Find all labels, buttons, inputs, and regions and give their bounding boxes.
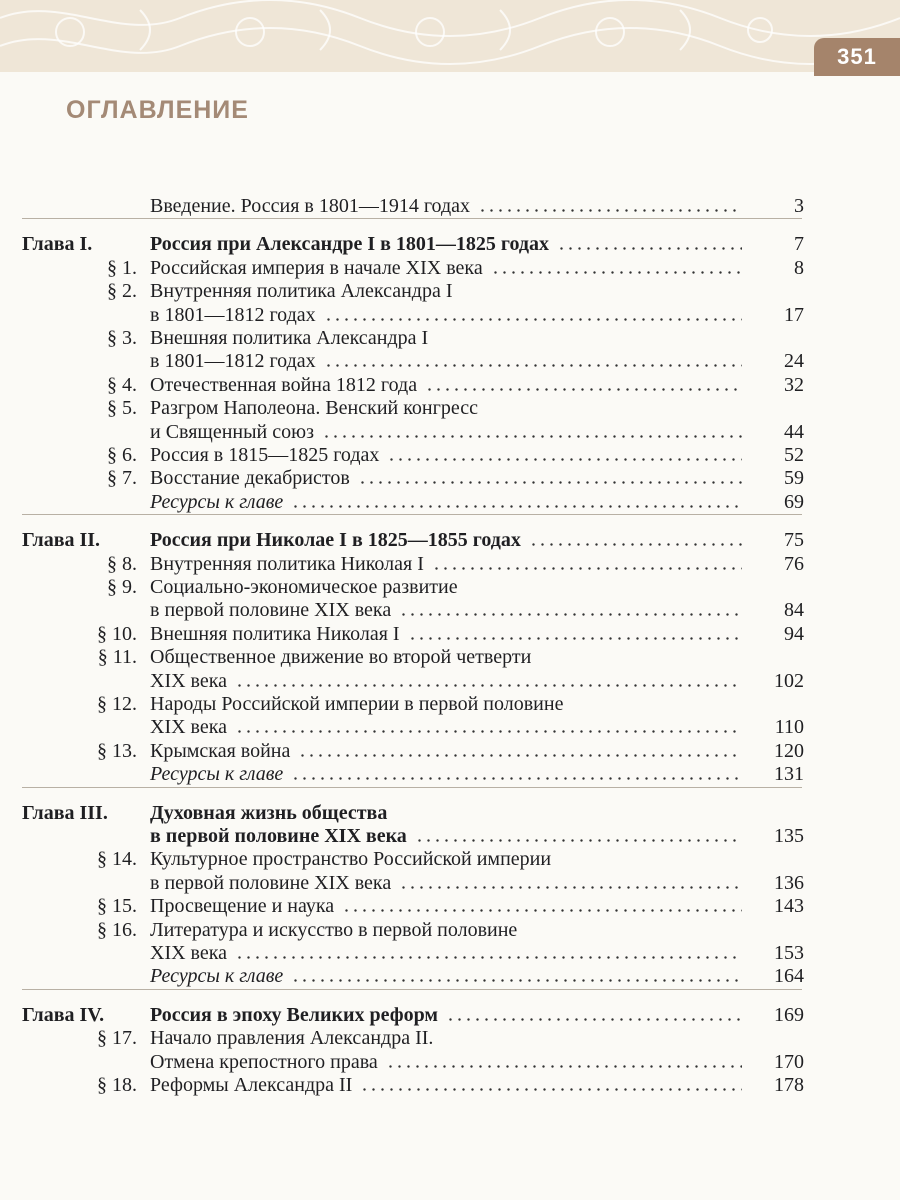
page-number: 76 — [784, 552, 804, 575]
page-number: 164 — [774, 965, 804, 988]
entry-title: Восстание декабристов — [150, 467, 350, 490]
entry-title: Отечественная война 1812 года — [150, 373, 418, 396]
section-number: § 8. — [107, 552, 137, 575]
entry-title: Ресурсы к главе — [150, 490, 284, 513]
section-number: § 9. — [107, 576, 137, 598]
dot-leader — [291, 505, 742, 508]
toc-chapter-row[interactable] — [0, 231, 900, 257]
chapter-divider — [22, 218, 802, 219]
chapter-divider — [22, 787, 802, 788]
page-number: 131 — [774, 763, 804, 786]
dot-leader — [235, 684, 742, 687]
section-number: § 4. — [107, 373, 137, 396]
toc-entry-row[interactable] — [0, 917, 900, 943]
page-number: 120 — [774, 739, 804, 762]
page-number: 24 — [784, 350, 804, 373]
entry-title: в первой половине XIX века — [150, 825, 407, 847]
dot-leader — [324, 364, 742, 367]
toc-entry-row[interactable] — [0, 372, 900, 398]
toc-entry-row[interactable] — [0, 395, 900, 421]
dot-leader — [399, 886, 742, 889]
entry-title: Просвещение и наука — [150, 895, 335, 918]
section-number: § 2. — [107, 280, 137, 303]
page-number: 32 — [784, 373, 804, 396]
dot-leader — [478, 209, 742, 212]
chapter-label: Глава I. — [22, 233, 93, 256]
toc-entry-row[interactable] — [0, 255, 900, 281]
entry-title: в 1801—1812 годах — [150, 303, 316, 326]
page-number: 153 — [774, 942, 804, 964]
page-number: 52 — [784, 444, 804, 466]
toc-entry-row[interactable] — [0, 738, 900, 764]
section-number: § 3. — [107, 327, 137, 349]
dot-leader — [358, 481, 742, 484]
entry-title: Народы Российской империи в первой половине — [150, 693, 564, 715]
entry-title: Социально-экономическое развитие — [150, 576, 458, 598]
dot-leader — [491, 271, 742, 274]
dot-leader — [387, 458, 742, 461]
page-number: 169 — [774, 1003, 804, 1026]
entry-title: Россия в эпоху Великих реформ — [150, 1003, 439, 1026]
toc-entry-row[interactable] — [0, 940, 900, 966]
entry-title: Разгром Наполеона. Венский конгресс — [150, 397, 478, 420]
dot-leader — [415, 839, 742, 842]
dot-leader — [557, 247, 742, 250]
entry-title: в 1801—1812 годах — [150, 350, 316, 373]
entry-title: Россия при Николае I в 1825—1855 годах — [150, 529, 521, 552]
page-number: 17 — [784, 303, 804, 326]
section-number: § 6. — [107, 444, 137, 466]
toc-entry-row[interactable] — [0, 691, 900, 717]
section-number: § 17. — [97, 1027, 137, 1050]
entry-title: XIX века — [150, 716, 228, 739]
toc-entry-row[interactable] — [0, 465, 900, 491]
entry-title: Внешняя политика Александра I — [150, 327, 429, 349]
toc-entry-row[interactable] — [0, 1025, 900, 1051]
toc-entry-row[interactable] — [0, 846, 900, 872]
dot-leader — [324, 318, 742, 321]
toc-entry-row[interactable] — [0, 193, 900, 219]
page-number: 136 — [774, 871, 804, 894]
dot-leader — [386, 1065, 742, 1068]
toc-entry-row[interactable] — [0, 574, 900, 600]
page-number-tab: 351 — [814, 38, 900, 76]
toc-entry-row[interactable] — [0, 278, 900, 304]
entry-title: Внутренняя политика Николая I — [150, 552, 424, 575]
toc-entry-row[interactable] — [0, 621, 900, 647]
toc-entry-row[interactable] — [0, 893, 900, 919]
entry-title: XIX века — [150, 942, 228, 964]
page-number: 3 — [794, 195, 804, 217]
toc-entry-row[interactable] — [0, 1049, 900, 1075]
entry-title: Реформы Александра II — [150, 1074, 353, 1096]
entry-title: Общественное движение во второй четверти — [150, 646, 532, 669]
dot-leader — [360, 1088, 742, 1091]
entry-title: Литература и искусство в первой половине — [150, 918, 518, 941]
page-number: 59 — [784, 467, 804, 490]
dot-leader — [399, 613, 742, 616]
dot-leader — [432, 567, 742, 570]
entry-title: Ресурсы к главе — [150, 763, 284, 786]
dot-leader — [291, 979, 742, 982]
page-number: 178 — [774, 1074, 804, 1096]
toc-entry-row[interactable] — [0, 302, 900, 328]
section-number: § 7. — [107, 467, 137, 490]
dot-leader — [298, 754, 742, 757]
dot-leader — [529, 543, 742, 546]
toc-entry-row[interactable] — [0, 963, 900, 989]
page-number: 7 — [794, 233, 804, 256]
entry-title: Духовная жизнь общества — [150, 801, 388, 824]
toc-entry-row[interactable] — [0, 1072, 900, 1098]
entry-title: в первой половине XIX века — [150, 599, 392, 622]
page-number: 102 — [774, 669, 804, 692]
toc-chapter-row[interactable] — [0, 823, 900, 849]
section-number: § 18. — [97, 1074, 137, 1096]
section-number: § 16. — [97, 918, 137, 941]
page-number: 170 — [774, 1050, 804, 1073]
entry-title: Крымская война — [150, 739, 291, 762]
toc-chapter-row[interactable] — [0, 800, 900, 826]
chapter-label: Глава IV. — [22, 1003, 105, 1026]
page-number: 84 — [784, 599, 804, 622]
entry-title: Россия при Александре I в 1801—1825 годах — [150, 233, 550, 256]
dot-leader — [446, 1018, 742, 1021]
toc-entry-row[interactable] — [0, 551, 900, 577]
page-number: 8 — [794, 256, 804, 279]
entry-title: Россия в 1815—1825 годах — [150, 444, 380, 466]
entry-title: Внешняя политика Николая I — [150, 622, 400, 645]
section-number: § 5. — [107, 397, 137, 420]
page-number: 135 — [774, 825, 804, 847]
section-number: § 12. — [97, 693, 137, 715]
entry-title: в первой половине XIX века — [150, 871, 392, 894]
chapter-label: Глава II. — [22, 529, 101, 552]
dot-leader — [235, 730, 742, 733]
entry-title: XIX века — [150, 669, 228, 692]
toc-entry-row[interactable] — [0, 714, 900, 740]
dot-leader — [342, 909, 742, 912]
page-number: 143 — [774, 895, 804, 918]
toc-title: ОГЛАВЛЕНИЕ — [66, 96, 249, 124]
page-number: 44 — [784, 420, 804, 443]
dot-leader — [322, 435, 742, 438]
page-number: 75 — [784, 529, 804, 552]
entry-title: и Священный союз — [150, 420, 314, 443]
section-number: § 10. — [97, 622, 137, 645]
page-number: 69 — [784, 490, 804, 513]
entry-title: Отмена крепостного права — [150, 1050, 378, 1073]
toc-entry-row[interactable] — [0, 761, 900, 787]
section-number: § 15. — [97, 895, 137, 918]
entry-title: Начало правления Александра II. — [150, 1027, 434, 1050]
section-number: § 13. — [97, 739, 137, 762]
toc-entry-row[interactable] — [0, 597, 900, 623]
toc-entry-row[interactable] — [0, 325, 900, 351]
entry-title: Ресурсы к главе — [150, 965, 284, 988]
page-number: 94 — [784, 622, 804, 645]
section-number: § 11. — [97, 646, 137, 669]
entry-title: Внутренняя политика Александра I — [150, 280, 453, 303]
toc-entry-row[interactable] — [0, 489, 900, 515]
chapter-divider — [22, 989, 802, 990]
dot-leader — [291, 777, 742, 780]
dot-leader — [425, 388, 742, 391]
section-number: § 1. — [107, 256, 137, 279]
page-number: 110 — [774, 716, 804, 739]
entry-title: Культурное пространство Российской империи — [150, 848, 552, 871]
toc-chapter-row[interactable] — [0, 527, 900, 553]
entry-title: Введение. Россия в 1801—1914 годах — [150, 195, 471, 217]
toc-chapter-row[interactable] — [0, 1002, 900, 1028]
dot-leader — [408, 637, 742, 640]
dot-leader — [235, 956, 742, 959]
toc-entry-row[interactable] — [0, 442, 900, 468]
entry-title: Российская империя в начале XIX века — [150, 256, 483, 279]
toc-entry-row[interactable] — [0, 419, 900, 445]
section-number: § 14. — [97, 848, 137, 871]
chapter-label: Глава III. — [22, 801, 108, 824]
toc-entry-row[interactable] — [0, 644, 900, 670]
toc-entry-row[interactable] — [0, 348, 900, 374]
toc-entry-row[interactable] — [0, 668, 900, 694]
chapter-divider — [22, 514, 802, 515]
toc-entry-row[interactable] — [0, 870, 900, 896]
